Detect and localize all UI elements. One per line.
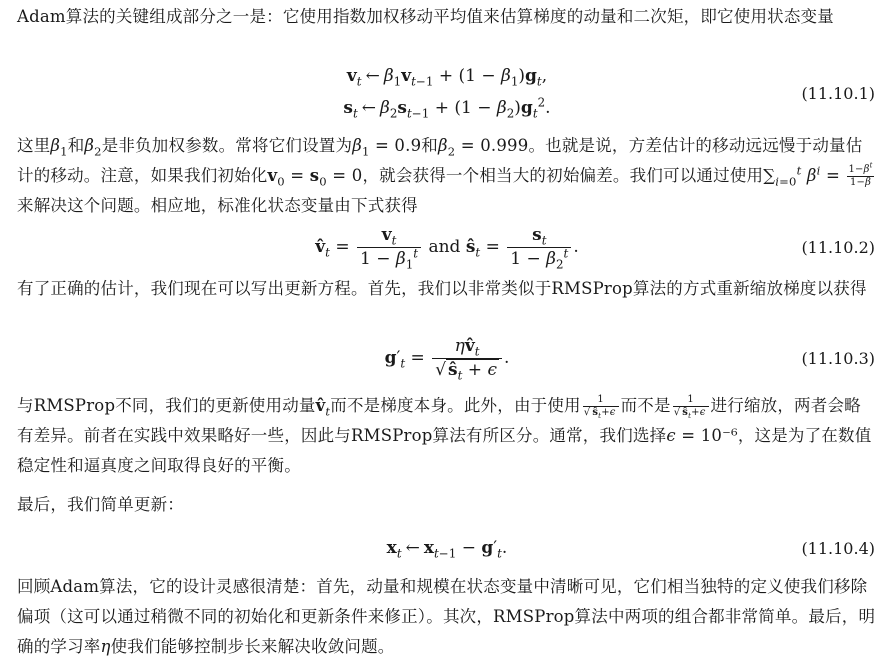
paragraph-parameters: 这里$\beta_1$和$\beta_2$是非负加权参数。常将它们设置为$\beta_1 = 0.9$和$\beta_2 = 0.999$。也就是说，方差估计的移动远远慢于动量估计的移动。注意，如果我们初始化$v_0 = s_0 = 0$，就会获得一个相当大的初始偏差。我们可以通过使用$\sum_{i=0}^t$ $\beta^i$ = $\frac{1-\beta^t}{1-\beta}$ 来解决这个问题。相应地，标准化状态变量由下式获得 <box>17 136 873 215</box>
text-segment: ，这是为了在数值稳定性和逼真度之间取得良好的平衡。 <box>17 426 872 475</box>
paragraph-rescale <box>17 274 877 304</box>
equation-number: (11.10.2) <box>801 238 875 257</box>
beta2-value: 0.999 <box>480 136 529 155</box>
text-segment: 使我们能够控制步长来解决收敛问题。 <box>110 637 395 656</box>
text-segment: 是非负加权参数。常将它们设置为 <box>101 136 353 155</box>
equation-number: (11.10.4) <box>801 539 875 558</box>
text-segment: 进行缩放，两者会略有差异。前者在实践中效果略好一些，因此与RMSProp算法有所区分。通常，我们选择 <box>17 396 861 445</box>
text-segment: ，就会获得一个相当大的初始偏差。我们可以通过使用 <box>362 166 764 185</box>
equation-11-10-3 <box>17 333 877 389</box>
equation-11-10-1 <box>17 62 877 128</box>
text-segment: 来解决这个问题。相应地，标准化状态变量由下式获得 <box>17 196 418 215</box>
equation-11-10-2 <box>17 222 877 274</box>
paragraph-final-update-text: 最后，我们简单更新： <box>17 495 184 514</box>
paragraph-final-update <box>17 490 877 520</box>
paragraph-intro-text: Adam算法的关键组成部分之一是：它使用指数加权移动平均值来估算梯度的动量和二次矩，即它使用状态变量 <box>17 7 834 26</box>
text-segment: 和 <box>67 136 85 155</box>
text-segment: 与RMSProp不同，我们的更新使用动量 <box>17 396 316 415</box>
paragraph-rescale-text: 有了正确的估计，我们现在可以写出更新方程。首先，我们以非常类似于RMSProp算法的方式重新缩放梯度以获得 <box>17 279 867 298</box>
text-segment: 回顾Adam算法，它的设计灵感很清楚：首先，动量和规模在状态变量中清晰可见，它们相当独特的定义使我们移除偏项（这可以通过稍微不同的初始化和更新条件来修正）。其次，RMSProp算法中两项的组合都非常简单。最后，明确的学习率 <box>17 577 876 656</box>
paragraph-intro <box>17 2 877 32</box>
equation-bias-correction: $v̂_t$ = $\frac{v_t}{1 - \beta_1^t}$ and $ŝ_t$ = $\frac{s_t}{1 - \beta_2^t}$ . <box>315 225 579 272</box>
equation-s-update: $s_t$ ← $\beta_2s_{t-1} + (1 - \beta_2)g_t^2$. <box>343 95 551 121</box>
text-segment: 和 <box>421 136 438 155</box>
equation-number: (11.10.1) <box>801 84 875 103</box>
equation-number: (11.10.3) <box>801 349 875 368</box>
equation-v-update: $v_t$ ← $\beta_1v_{t-1} + (1 - \beta_1)g_t$, <box>346 66 548 89</box>
equation-x-update: $x_t$ ← $x_{t-1} - g'_t$. <box>386 538 508 561</box>
paragraph-review: 回顾Adam算法，它的设计灵感很清楚：首先，动量和规模在状态变量中清晰可见，它们相当独特的定义使我们移除偏项（这可以通过稍微不同的初始化和更新条件来修正）。其次，RMSProp算法中两项的组合都非常简单。最后，明确的学习率η使我们能够控制步长来解决收敛问题。 <box>17 577 876 656</box>
paragraph-comparison: 与RMSProp不同，我们的更新使用动量$v̂_t$而不是梯度本身。此外，由于使用 $\frac{1}{√ ŝ_t+\epsilon}$ 而不是 $\frac{1}{√ ŝ_t+\epsilon}$ 进行缩放，两者会略有差异。前者在实践中效果略好一些，因此与RMSProp算法有所区分。通常，我们选择ϵ = 10⁻⁶，这是为了在数值稳定性和逼真度之间取得良好的平衡。 <box>17 394 872 475</box>
equation-and-word: and <box>428 236 461 257</box>
equation-rescaled-gradient: $g'_t$ = $\frac{\eta v̂_t}{√ ŝ_t + \epsilon}$ . <box>384 336 510 383</box>
text-segment: 。也就是说，方差估计的移动远远慢于动量估计的移动。注意，如果我们初始化 <box>17 136 863 185</box>
equation-11-10-4 <box>17 536 877 566</box>
epsilon-value: 10⁻⁶ <box>700 426 738 445</box>
beta1-value: 0.9 <box>394 136 422 155</box>
text-segment: 而不是 <box>620 396 671 415</box>
text-segment: 而不是梯度本身。此外，由于使用 <box>330 396 581 415</box>
text-segment: 这里 <box>17 136 51 155</box>
